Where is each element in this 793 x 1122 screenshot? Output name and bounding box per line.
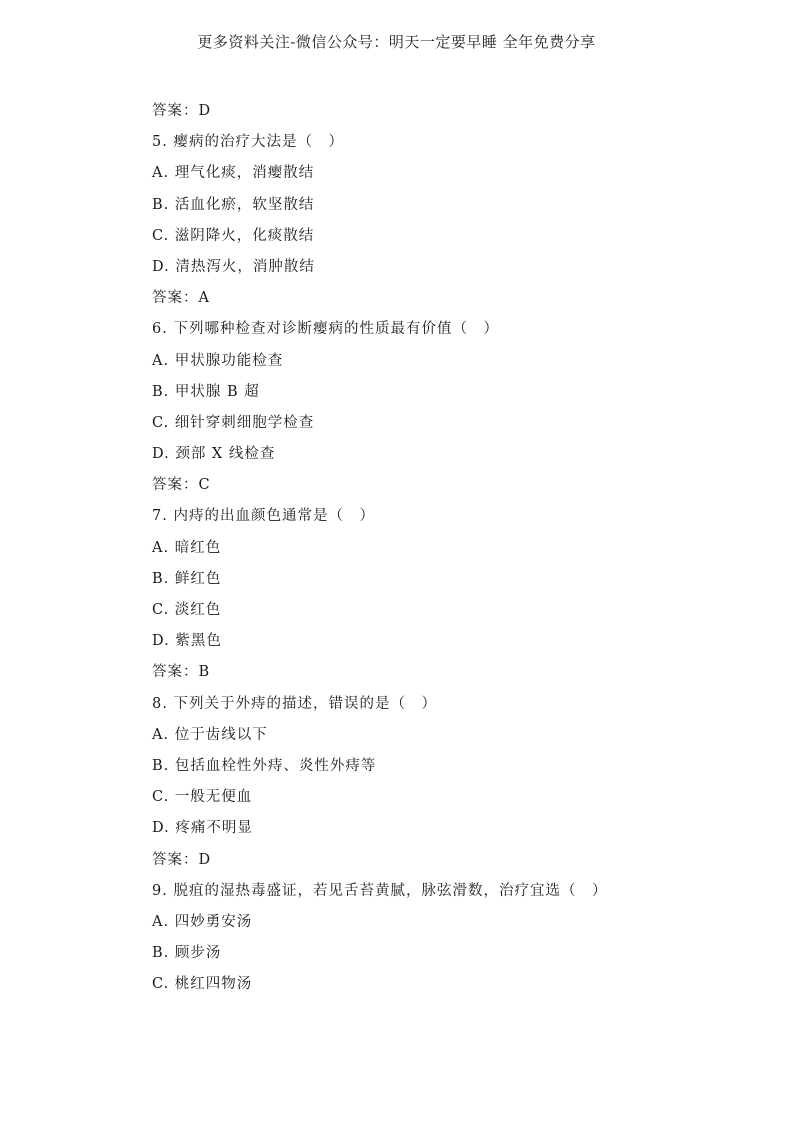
option-d: D. 清热泻火，消肿散结: [152, 258, 315, 275]
page-header: 更多资料关注-微信公众号：明天一定要早睡 全年免费分享: [197, 33, 596, 51]
option-a: A. 暗红色: [152, 539, 222, 556]
option-c: C. 桃红四物汤: [152, 976, 253, 993]
option-c: C. 一般无便血: [152, 789, 253, 806]
document-body: [152, 98, 753, 1002]
option-a: A. 位于齿线以下: [152, 726, 268, 743]
question-7: 7. 内痔的出血颜色通常是（ ）: [152, 508, 375, 525]
question-8: 8. 下列关于外痔的描述，错误的是（ ）: [152, 695, 437, 712]
option-d: D. 颈部 X 线检查: [152, 446, 276, 463]
option-c: C. 细针穿刺细胞学检查: [152, 414, 315, 431]
option-b: B. 包括血栓性外痔、炎性外痔等: [152, 757, 377, 774]
answer-line: 答案：D: [152, 851, 212, 868]
option-b: B. 鲜红色: [152, 570, 222, 587]
option-c: C. 滋阴降火，化痰散结: [152, 227, 315, 244]
option-d: D. 紫黑色: [152, 633, 222, 650]
question-6: 6. 下列哪种检查对诊断瘿病的性质最有价值（ ）: [152, 321, 499, 338]
option-a: A. 甲状腺功能检查: [152, 352, 284, 369]
option-b: B. 活血化瘀，软坚散结: [152, 196, 315, 213]
option-a: A. 四妙勇安汤: [152, 913, 253, 930]
option-a: A. 理气化痰，消瘿散结: [152, 165, 315, 182]
question-9: 9. 脱疽的湿热毒盛证，若见舌苔黄腻，脉弦滑数，治疗宜选（ ）: [152, 882, 608, 899]
answer-line: 答案：C: [152, 477, 211, 494]
option-b: B. 甲状腺 B 超: [152, 383, 260, 400]
option-d: D. 疼痛不明显: [152, 820, 253, 837]
question-5: 5. 瘿病的治疗大法是（ ）: [152, 134, 344, 151]
answer-line: 答案：A: [152, 290, 210, 307]
answer-line: 答案：B: [152, 664, 211, 681]
option-b: B. 顾步汤: [152, 945, 222, 962]
option-c: C. 淡红色: [152, 602, 222, 618]
answer-line: 答案：D: [152, 103, 212, 119]
